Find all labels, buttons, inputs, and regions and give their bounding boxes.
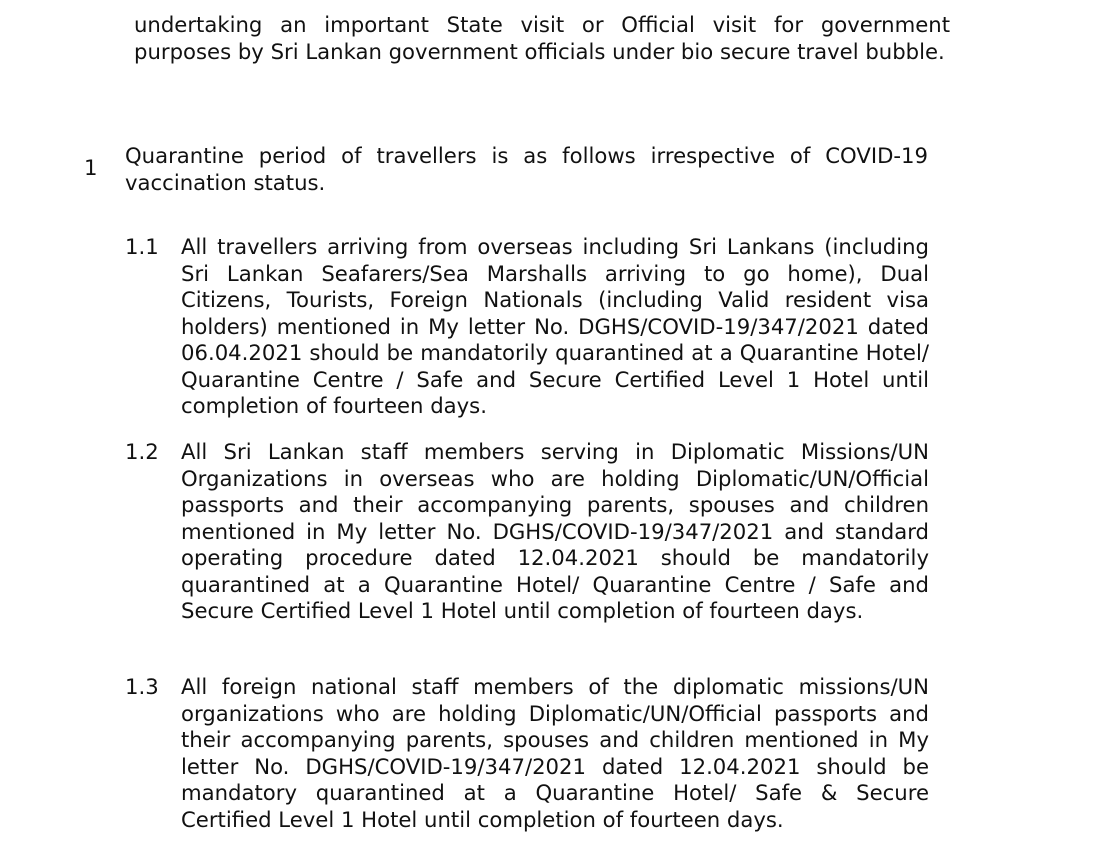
item-text: All travellers arriving from overseas including Sri Lankans (including Sri Lankan Seafarers/Sea Marshalls arriving to go home), Dual Citizens, Tourists, Foreign Nationals (including Valid resident visa holders) mentioned in My letter No. DGHS/COVID-19/347/2021 dated 06.04.2021 should be mandatorily quarantined at a Quarantine Hotel/ Quarantine Centre / Safe and Secure Certified Level 1 Hotel until completion of fourteen days. <box>181 234 929 418</box>
item-number: 1.2 <box>125 439 159 464</box>
section-number: 1 <box>84 155 98 180</box>
intro-paragraph: undertaking an important State visit or Official visit for government purposes by Sri Lankan government officials under bio secure travel bubble. <box>134 12 950 64</box>
item-number: 1.1 <box>125 234 159 259</box>
item-number: 1.3 <box>125 674 159 699</box>
item-text: All Sri Lankan staff members serving in Diplomatic Missions/UN Organizations in overseas who are holding Diplomatic/UN/Official passports and their accompanying parents, spouses and children mentioned in My letter No. DGHS/COVID-19/347/2021 and standard operating procedure dated 12.04.2021 should be mandatorily quarantined at a Quarantine Hotel/ Quarantine Centre / Safe and Secure Certified Level 1 Hotel until completion of fourteen days. <box>181 439 929 623</box>
item-text: All foreign national staff members of the diplomatic missions/UN organizations who are holding Diplomatic/UN/Official passports and their accompanying parents, spouses and children mentioned in My letter No. DGHS/COVID-19/347/2021 dated 12.04.2021 should be mandatory quarantined at a Quarantine Hotel/ Safe & Secure Certified Level 1 Hotel until completion of fourteen days. <box>181 674 929 832</box>
section-heading-text: Quarantine period of travellers is as follows irrespective of COVID-19 vaccination status. <box>125 143 928 195</box>
